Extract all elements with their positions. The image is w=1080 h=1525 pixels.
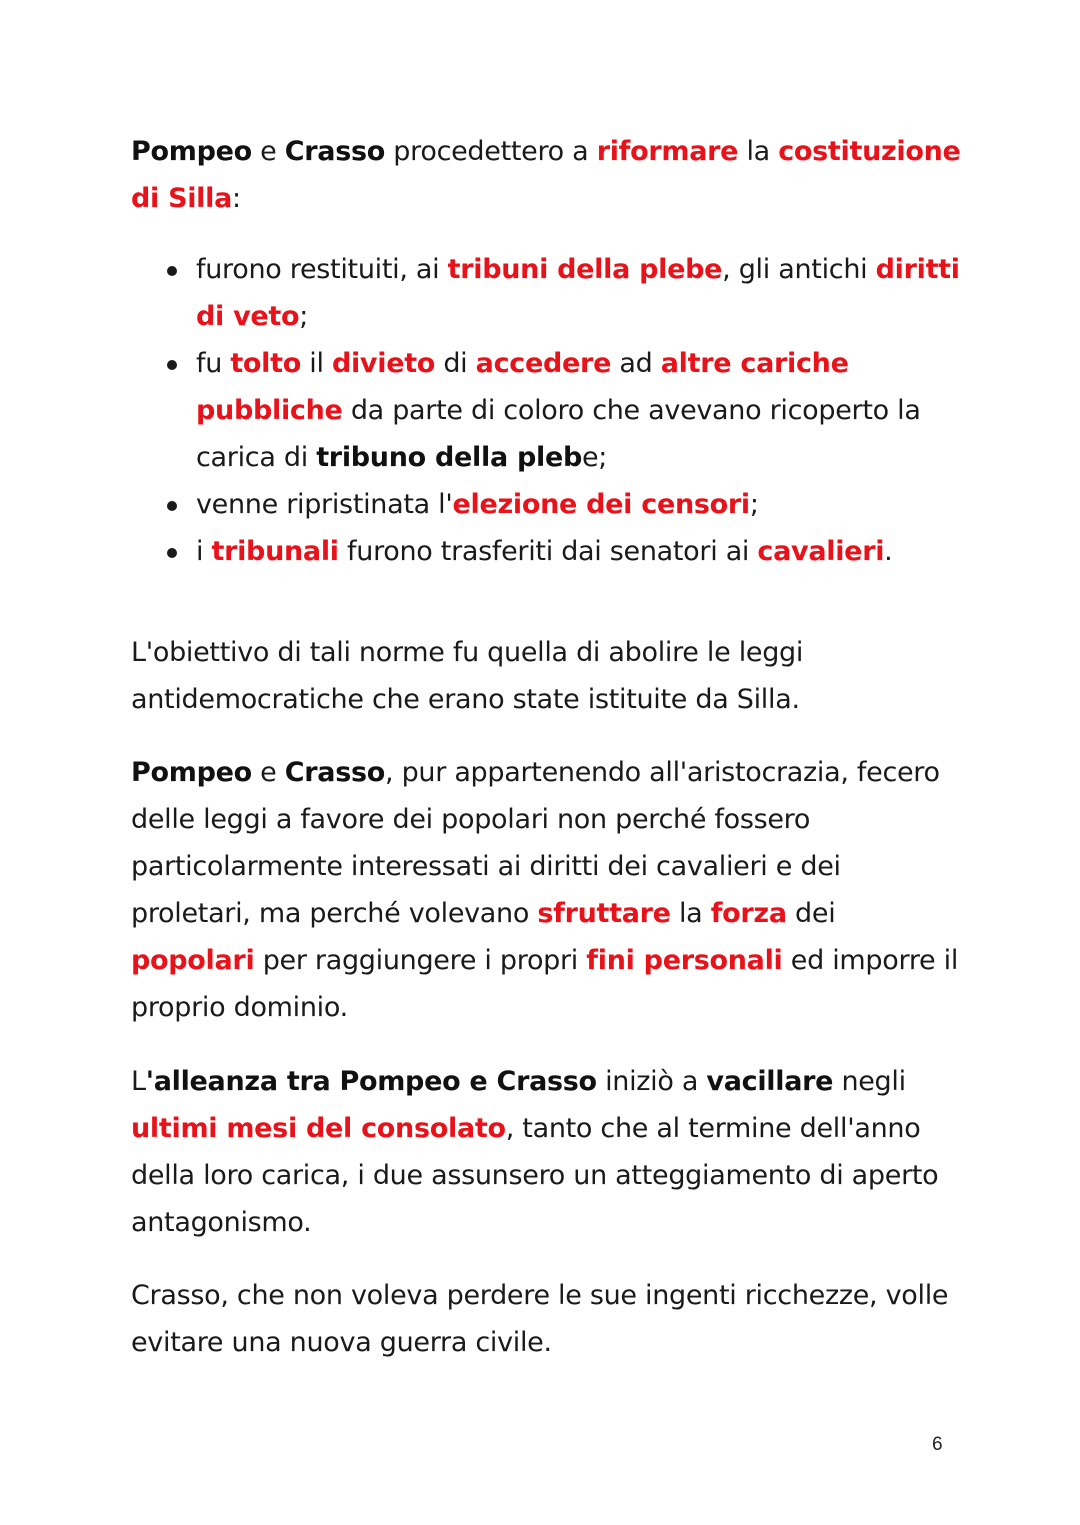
paragraph-crasso: Crasso, che non voleva perdere le sue ingenti ricchezze, volle evitare una nuova guerra civile. — [131, 1280, 949, 1358]
document-page — [131, 128, 961, 1366]
riforme-list — [131, 246, 961, 575]
paragraph-obiettivo: L'obiettivo di tali norme fu quella di abolire le leggi antidemocratiche che erano state istituite da Silla. — [131, 637, 804, 715]
paragraph-riforma-intro: Pompeo e Crasso procedettero a riformare la costituzione di Silla: — [131, 136, 961, 214]
list-item: venne ripristinata l'elezione dei censori; — [131, 481, 961, 528]
paragraph-alleanza: L'alleanza tra Pompeo e Crasso iniziò a vacillare negli ultimi mesi del consolato, tanto che al termine dell'anno della loro carica, i due assunsero un atteggiamento di aperto antagonismo. — [131, 1066, 939, 1238]
page-number: 6 — [932, 1434, 943, 1455]
list-item: furono restituiti, ai tribuni della plebe, gli antichi diritti di veto; — [131, 246, 961, 340]
list-item: i tribunali furono trasferiti dai senatori ai cavalieri. — [131, 528, 961, 575]
paragraph-pompeo-crasso: Pompeo e Crasso, pur appartenendo all'aristocrazia, fecero delle leggi a favore dei popolari non perché fossero particolarmente interessati ai diritti dei cavalieri e dei proletari, ma perché volevano sfruttare la forza dei popolari per raggiungere i propri fini personali ed imporre il proprio dominio. — [131, 757, 959, 1023]
list-item: fu tolto il divieto di accedere ad altre cariche pubbliche da parte di coloro che avevano ricoperto la carica di tribuno della plebe; — [131, 340, 961, 481]
